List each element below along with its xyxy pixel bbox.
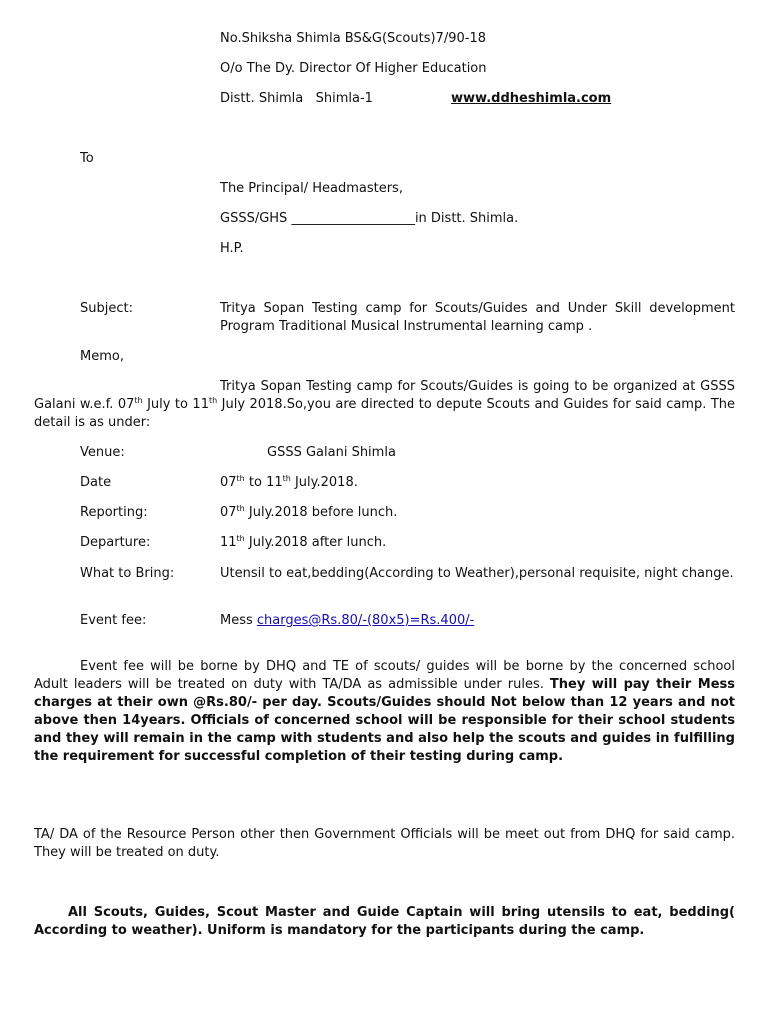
departure-value — [220, 534, 386, 552]
date-sup-2: th — [282, 474, 291, 483]
reporting-value — [220, 504, 397, 522]
fee-value — [220, 612, 474, 630]
letter-number: No.Shiksha Shimla BS&G(Scouts)7/90-18 — [220, 31, 486, 46]
date-label: Date — [80, 475, 112, 490]
subject-label: Subject: — [80, 301, 133, 316]
reporting-sup: th — [236, 504, 245, 513]
date-middle: to 11 — [244, 475, 283, 490]
date-value — [220, 474, 358, 492]
intro-sup-2: th — [208, 396, 218, 405]
date-sup-1: th — [236, 474, 245, 483]
fee-paragraph-normal: Event fee will be borne by DHQ and TE of scouts/ guides will be borne by the concerned school Adult leaders will be treated on duty with TA/DA as admissible under rules. — [34, 659, 735, 692]
date-end: July.2018. — [290, 475, 358, 490]
bring-value: Utensil to eat,bedding(According to Weather),personal requisite, night change. — [220, 566, 734, 581]
intro-part-1: Tritya Sopan Testing camp for Scouts/Guides is going to be organized at GSSS Galani w.e.f. 07 — [34, 379, 735, 412]
fee-prefix: Mess — [220, 613, 257, 628]
fee-label: Event fee: — [80, 613, 147, 628]
to-label: To — [80, 151, 94, 166]
intro-part-2: July to 11 — [142, 397, 209, 412]
intro-paragraph — [34, 378, 735, 432]
venue-label: Venue: — [80, 445, 125, 460]
recipient-line-2: GSSS/GHS ___________________in Distt. Shimla. — [220, 211, 519, 226]
date-start: 07 — [220, 475, 237, 490]
fee-paragraph-bold: They will pay their Mess charges at their own @Rs.80/- per day. Scouts/Guides should Not below than 12 years and not above then 14years. Officials of concerned school will be responsible for their school students and they will remain in the camp with students and also help the scouts and guides in fulfilling the requirement for successful completion of their testing during camp. — [34, 677, 735, 764]
recipient-line-1: The Principal/ Headmasters, — [220, 181, 403, 196]
recipient-line-3: H.P. — [220, 241, 244, 256]
departure-label: Departure: — [80, 535, 151, 550]
final-paragraph: All Scouts, Guides, Scout Master and Guide Captain will bring utensils to eat, bedding( According to weather). Uniform is mandatory for the participants during the camp. — [34, 905, 735, 938]
departure-day: 11 — [220, 535, 237, 550]
fee-paragraph — [34, 658, 735, 766]
memo-label: Memo, — [80, 349, 124, 364]
reporting-rest: July.2018 before lunch. — [244, 505, 398, 520]
venue-value: GSSS Galani Shimla — [267, 445, 396, 460]
office-address: Distt. Shimla Shimla-1 — [220, 91, 373, 106]
subject-text: Tritya Sopan Testing camp for Scouts/Guides and Under Skill development Program Traditional Musical Instrumental learning camp . — [220, 301, 735, 334]
intro-sup-1: th — [134, 396, 143, 405]
intro-part-3: July 2018.So,you are directed to depute Scouts and Guides for said camp. The detail is as under: — [34, 397, 735, 430]
departure-rest: July.2018 after lunch. — [244, 535, 387, 550]
website-text: www.ddheshimla.com — [451, 91, 612, 106]
reporting-day: 07 — [220, 505, 237, 520]
departure-sup: th — [236, 534, 245, 543]
ta-da-paragraph: TA/ DA of the Resource Person other then Government Officials will be meet out from DHQ for said camp. They will be treated on duty. — [34, 827, 735, 860]
fee-charges-link[interactable]: charges@Rs.80/-(80x5)=Rs.400/- — [256, 613, 475, 628]
reporting-label: Reporting: — [80, 505, 148, 520]
bring-label: What to Bring: — [80, 566, 175, 581]
office-name: O/o The Dy. Director Of Higher Education — [220, 61, 487, 76]
website-link[interactable] — [451, 90, 611, 108]
